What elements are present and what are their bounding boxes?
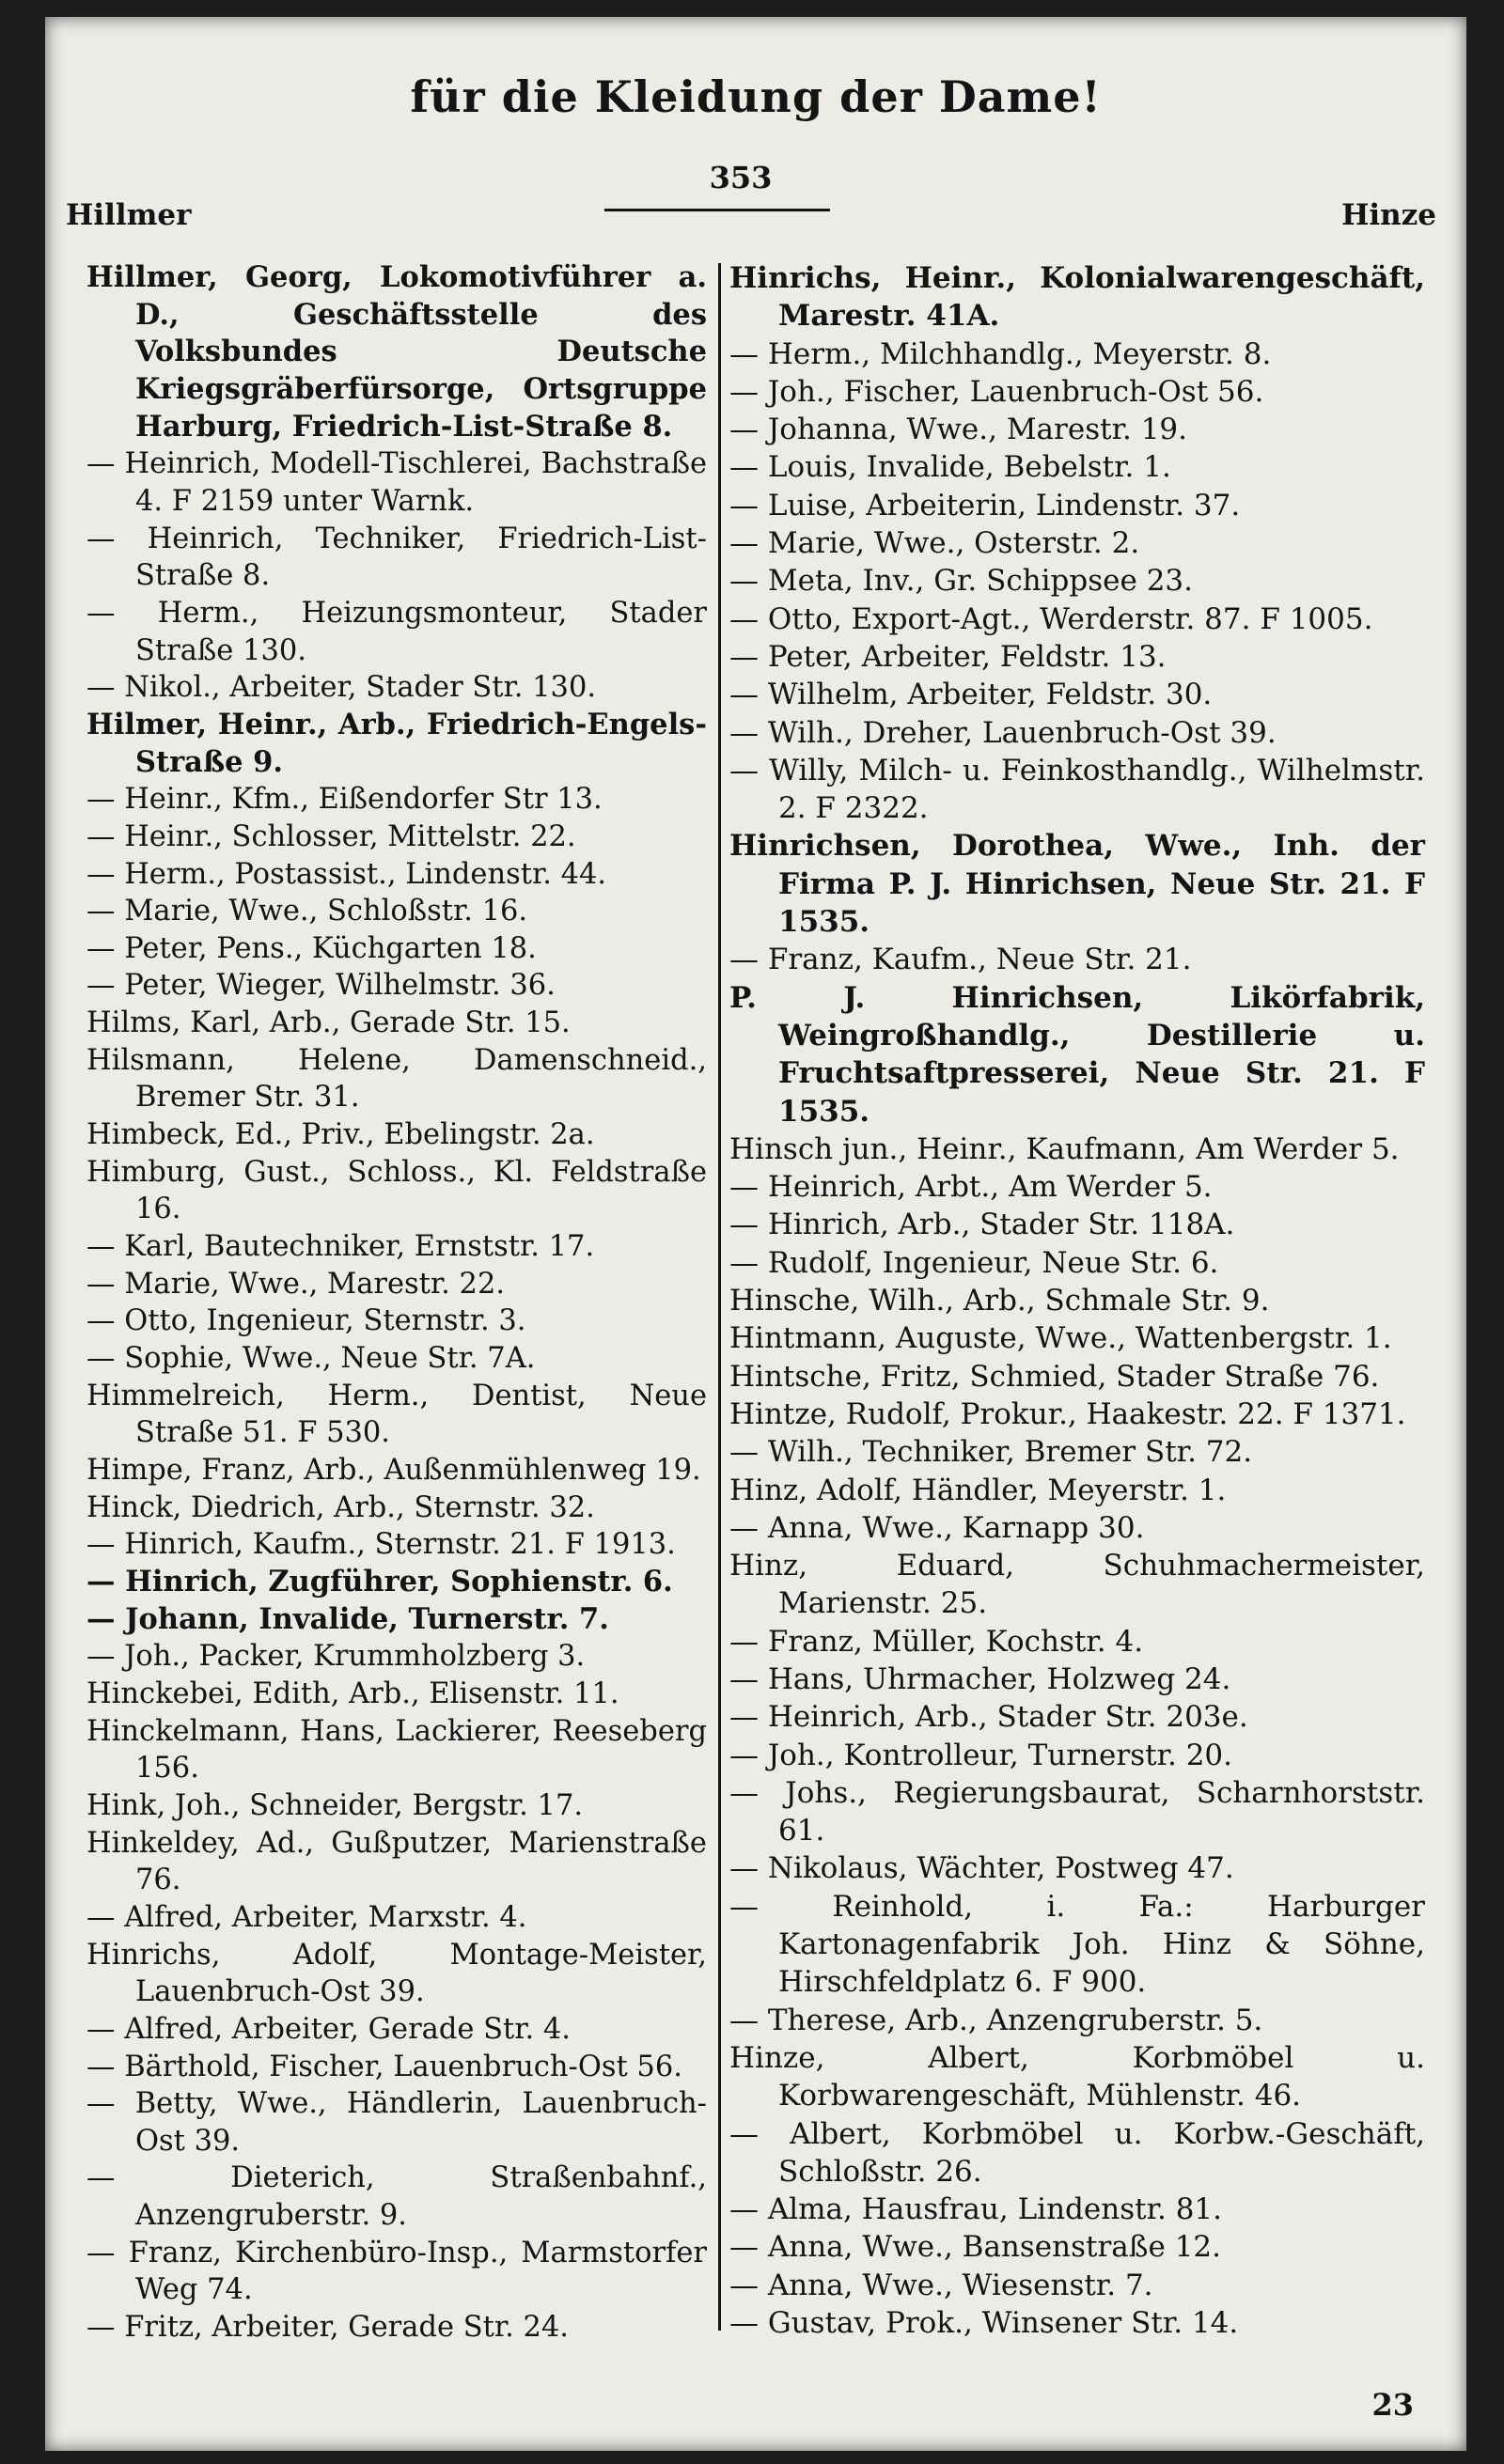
directory-entry: — Heinrich, Modell-Tischlerei, Bachstraße 4. F 2159 unter Warnk.	[86, 447, 707, 518]
directory-entry: Himmelreich, Herm., Dentist, Neue Straße 51. F 530.	[86, 1379, 707, 1450]
directory-entry: — Otto, Ingenieur, Sternstr. 3.	[86, 1304, 526, 1338]
directory-entry: — Therese, Arb., Anzengruberstr. 5.	[729, 2003, 1263, 2037]
directory-entry: — Herm., Heizungsmonteur, Stader Straße 130.	[86, 596, 707, 667]
directory-entry: — Peter, Arbeiter, Feldstr. 13.	[729, 639, 1167, 674]
directory-entry: Himbeck, Ed., Priv., Ebelingstr. 2a.	[86, 1118, 595, 1152]
directory-entry: — Betty, Wwe., Händlerin, Lauenbruch-Ost 39.	[86, 2087, 707, 2158]
directory-entry: — Joh., Fischer, Lauenbruch-Ost 56.	[729, 374, 1264, 409]
page-number: 353	[709, 160, 773, 195]
directory-entry: — Marie, Wwe., Osterstr. 2.	[729, 526, 1140, 561]
directory-entry: — Luise, Arbeiterin, Lindenstr. 37.	[729, 488, 1241, 522]
header-rule	[604, 209, 830, 211]
directory-entry: Hinrichs, Adolf, Montage-Meister, Lauenbruch-Ost 39.	[86, 1938, 707, 2009]
directory-entry: Hink, Joh., Schneider, Bergstr. 17.	[86, 1788, 584, 1822]
directory-entry: — Dieterich, Straßenbahnf., Anzengruberstr. 9.	[86, 2161, 707, 2233]
directory-entry: Hintmann, Auguste, Wwe., Wattenbergstr. 1.	[729, 1321, 1392, 1356]
directory-entry: — Nikol., Arbeiter, Stader Str. 130.	[86, 671, 597, 705]
directory-entry: — Heinrich, Arb., Stader Str. 203e.	[729, 1700, 1248, 1735]
directory-entry: — Anna, Wwe., Wiesenstr. 7.	[729, 2268, 1153, 2302]
directory-entry: — Alfred, Arbeiter, Marxstr. 4.	[86, 1900, 527, 1934]
directory-entry: — Nikolaus, Wächter, Postweg 47.	[729, 1851, 1234, 1886]
directory-entry: Hinrichs, Heinr., Kolonialwarengeschäft, Marestr. 41A.	[729, 261, 1425, 334]
directory-entry: Hilsmann, Helene, Damenschneid., Bremer Str. 31.	[86, 1043, 707, 1115]
directory-entry: Hintsche, Fritz, Schmied, Stader Straße 76.	[729, 1359, 1380, 1394]
directory-entry: — Wilh., Dreher, Lauenbruch-Ost 39.	[729, 715, 1277, 750]
directory-entry: — Johs., Regierungsbaurat, Scharnhorststr. 61.	[729, 1775, 1425, 1848]
directory-entry: — Hinrich, Zugführer, Sophienstr. 6.	[86, 1564, 673, 1598]
directory-entry: Himpe, Franz, Arb., Außenmühlenweg 19.	[86, 1454, 701, 1487]
directory-entry: — Peter, Pens., Küchgarten 18.	[86, 931, 537, 965]
directory-entry: — Peter, Wieger, Wilhelmstr. 36.	[86, 969, 556, 1003]
directory-entry: — Heinrich, Techniker, Friedrich-List-Straße 8.	[86, 522, 707, 593]
directory-entry: — Louis, Invalide, Bebelstr. 1.	[729, 450, 1171, 485]
directory-entry: — Heinr., Schlosser, Mittelstr. 22.	[86, 819, 576, 853]
directory-page	[45, 17, 1466, 2451]
directory-entry: Hinz, Adolf, Händler, Meyerstr. 1.	[729, 1473, 1227, 1507]
directory-entry: — Hinrich, Arb., Stader Str. 118A.	[729, 1208, 1235, 1242]
running-head-right: Hinze	[1341, 198, 1436, 232]
directory-entry: — Alfred, Arbeiter, Gerade Str. 4.	[86, 2012, 571, 2046]
directory-entry: Hilms, Karl, Arb., Gerade Str. 15.	[86, 1006, 571, 1040]
directory-entry: Hintze, Rudolf, Prokur., Haakestr. 22. F 1371.	[729, 1396, 1406, 1431]
directory-entry: — Johann, Invalide, Turnerstr. 7.	[86, 1601, 609, 1636]
directory-entry: — Sophie, Wwe., Neue Str. 7A.	[86, 1342, 536, 1376]
directory-entry: — Wilhelm, Arbeiter, Feldstr. 30.	[729, 678, 1213, 712]
directory-entry: Hilmer, Heinr., Arb., Friedrich-Engels-Straße 9.	[86, 707, 707, 779]
directory-entry: Himburg, Gust., Schloss., Kl. Feldstraße 16.	[86, 1155, 707, 1226]
directory-entry: P. J. Hinrichsen, Likörfabrik, Weingroßhandlg., Destillerie u. Fruchtsaftpresserei, Neue Str. 21. F 1535.	[729, 980, 1425, 1129]
directory-entry: — Heinr., Kfm., Eißendorfer Str 13.	[86, 783, 603, 817]
directory-entry: — Franz, Kirchenbüro-Insp., Marmstorfer Weg 74.	[86, 2236, 707, 2307]
directory-entry: — Franz, Kaufm., Neue Str. 21.	[729, 943, 1192, 977]
directory-entry: — Gustav, Prok., Winsener Str. 14.	[729, 2306, 1239, 2341]
footer-number: 23	[1371, 2387, 1414, 2423]
left-column	[86, 259, 707, 2347]
directory-entry: — Otto, Export-Agt., Werderstr. 87. F 1005.	[729, 601, 1373, 636]
directory-entry: Hinze, Albert, Korbmöbel u. Korbwarengeschäft, Mühlenstr. 46.	[729, 2040, 1425, 2113]
directory-entry: — Heinrich, Arbt., Am Werder 5.	[729, 1170, 1213, 1205]
directory-entry: — Franz, Müller, Kochstr. 4.	[729, 1624, 1144, 1659]
page-banner: für die Kleidung der Dame!	[410, 71, 1102, 122]
directory-entry: — Willy, Milch- u. Feinkosthandlg., Wilhelmstr. 2. F 2322.	[729, 753, 1425, 826]
directory-entry: — Johanna, Wwe., Marestr. 19.	[729, 413, 1187, 447]
directory-entry: — Reinhold, i. Fa.: Harburger Kartonagenfabrik Joh. Hinz & Söhne, Hirschfeldplatz 6. F 900.	[729, 1889, 1425, 2000]
right-column	[729, 259, 1425, 2342]
directory-entry: Hinckebei, Edith, Arb., Elisenstr. 11.	[86, 1676, 619, 1710]
directory-entry: — Anna, Wwe., Karnapp 30.	[729, 1510, 1145, 1545]
directory-entry: — Fritz, Arbeiter, Gerade Str. 24.	[86, 2311, 569, 2345]
directory-entry: — Herm., Milchhandlg., Meyerstr. 8.	[729, 336, 1272, 371]
directory-entry: Hinckelmann, Hans, Lackierer, Reeseberg 156.	[86, 1714, 707, 1786]
directory-entry: Hinrichsen, Dorothea, Wwe., Inh. der Firma P. J. Hinrichsen, Neue Str. 21. F 1535.	[729, 829, 1425, 940]
directory-entry: — Joh., Kontrolleur, Turnerstr. 20.	[729, 1738, 1233, 1772]
running-head-left: Hillmer	[66, 198, 192, 232]
directory-entry: — Herm., Postassist., Lindenstr. 44.	[86, 857, 607, 891]
column-divider	[718, 263, 721, 2331]
directory-entry: — Joh., Packer, Krummholzberg 3.	[86, 1640, 586, 1674]
directory-entry: — Hinrich, Kaufm., Sternstr. 21. F 1913.	[86, 1528, 676, 1562]
directory-entry: — Bärthold, Fischer, Lauenbruch-Ost 56.	[86, 2050, 682, 2083]
directory-entry: Hinck, Diedrich, Arb., Sternstr. 32.	[86, 1490, 595, 1524]
directory-entry: — Karl, Bautechniker, Ernststr. 17.	[86, 1230, 595, 1264]
directory-entry: Hillmer, Georg, Lokomotivführer a. D., Geschäftsstelle des Volksbundes Deutsche Kriegsgräberfürsorge, Ortsgruppe Harburg, Friedrich-List-Straße 8.	[86, 260, 707, 444]
directory-entry: — Marie, Wwe., Marestr. 22.	[86, 1267, 506, 1301]
directory-entry: — Marie, Wwe., Schloßstr. 16.	[86, 895, 528, 928]
directory-entry: — Meta, Inv., Gr. Schippsee 23.	[729, 564, 1194, 599]
directory-entry: Hinz, Eduard, Schuhmachermeister, Marienstr. 25.	[729, 1549, 1425, 1621]
directory-entry: Hinkeldey, Ad., Gußputzer, Marienstraße 76.	[86, 1826, 707, 1897]
directory-entry: — Anna, Wwe., Bansenstraße 12.	[729, 2230, 1221, 2265]
directory-entry: — Wilh., Techniker, Bremer Str. 72.	[729, 1435, 1253, 1470]
directory-entry: — Hans, Uhrmacher, Holzweg 24.	[729, 1661, 1231, 1696]
directory-entry: — Rudolf, Ingenieur, Neue Str. 6.	[729, 1245, 1219, 1280]
directory-entry: Hinsch jun., Heinr., Kaufmann, Am Werder 5.	[729, 1131, 1400, 1166]
directory-entry: — Albert, Korbmöbel u. Korbw.-Geschäft, Schloßstr. 26.	[729, 2116, 1425, 2189]
directory-entry: Hinsche, Wilh., Arb., Schmale Str. 9.	[729, 1284, 1270, 1318]
directory-entry: — Alma, Hausfrau, Lindenstr. 81.	[729, 2192, 1222, 2227]
